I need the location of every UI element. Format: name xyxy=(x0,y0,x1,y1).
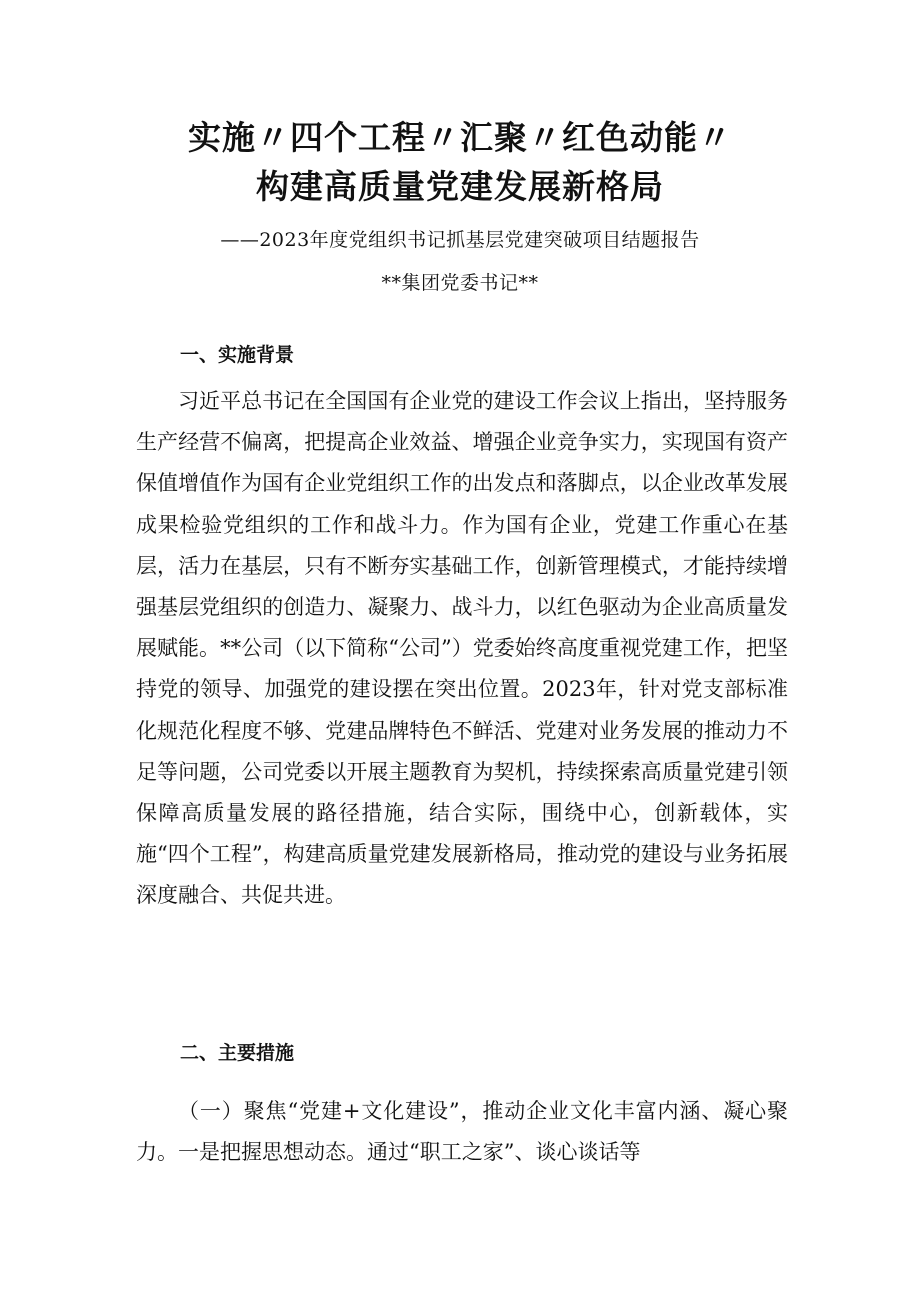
section-heading-measures: 二、主要措施 xyxy=(180,1042,295,1064)
section-paragraph-measures: （一）聚焦“党建+文化建设”，推动企业文化丰富内涵、凝心聚力。一是把握思想动态。通过“职工之家”、谈心谈话等 xyxy=(136,1099,788,1165)
document-title-line-2: 构建高质量党建发展新格局 xyxy=(256,167,664,206)
section-heading-background: 一、实施背景 xyxy=(180,344,295,366)
document-title-line-1: 实施〃四个工程〃汇聚〃红色动能〃 xyxy=(188,118,732,157)
section-paragraph-background: 习近平总书记在全国国有企业党的建设工作会议上指出，坚持服务生产经营不偏离，把提高企业效益、增强企业竞争实力，实现国有资产保值增值作为国有企业党组织工作的出发点和落脚点，以企业改革发展成果检验党组织的工作和战斗力。作为国有企业，党建工作重心在基层，活力在基层，只有不断夯实基础工作，创新管理模式，才能持续增强基层党组织的创造力、凝聚力、战斗力，以红色驱动为企业高质量发展赋能。**公司（以下简称“公司”）党委始终高度重视党建工作，把坚持党的领导、加强党的建设摆在突出位置。2023年，针对党支部标准化规范化程度不够、党建品牌特色不鲜活、党建对业务发展的推动力不足等问题，公司党委以开展主题教育为契机，持续探索高质量党建引领保障高质量发展的路径措施，结合实际，围绕中心，创新载体，实施“四个工程”，构建高质量党建发展新格局，推动党的建设与业务拓展深度融合、共促共进。 xyxy=(136,389,788,908)
document-author: **集团党委书记** xyxy=(381,272,539,294)
document-subtitle: ——2023年度党组织书记抓基层党建突破项目结题报告 xyxy=(220,229,700,251)
